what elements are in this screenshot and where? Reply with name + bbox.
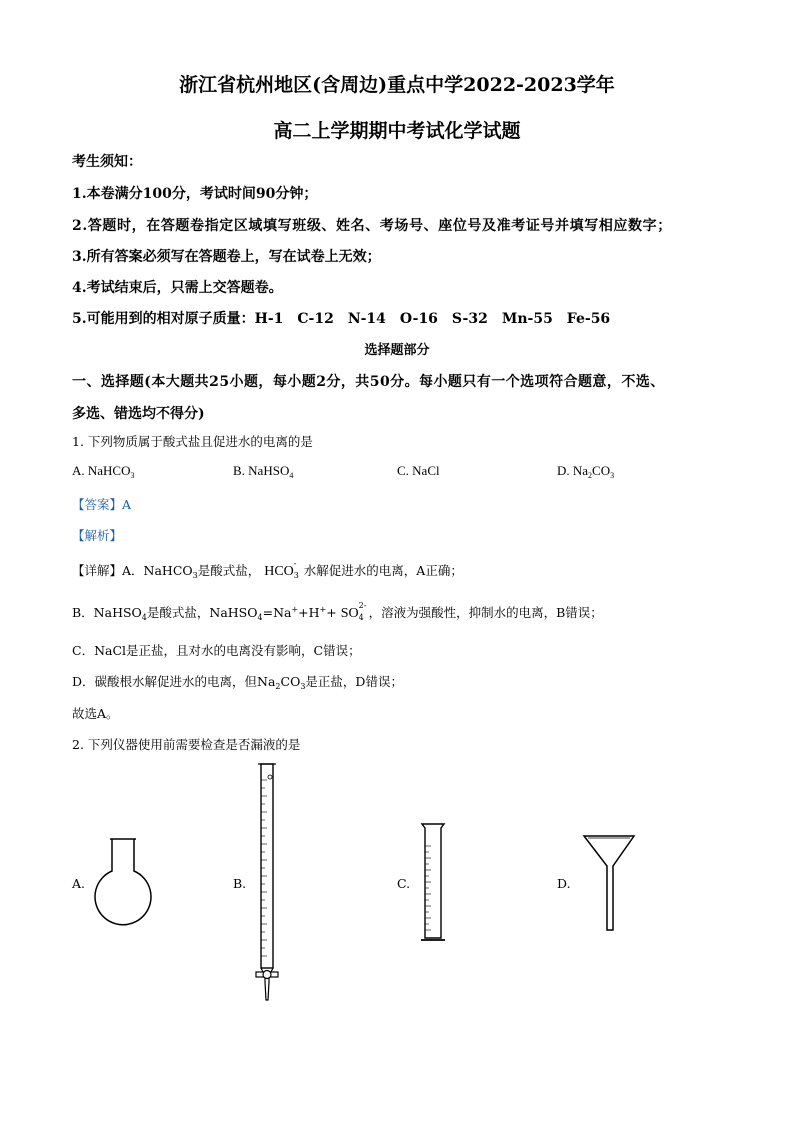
q1-option-a: A. NaHCO$_3$ [72, 463, 135, 480]
title-line-1: 浙江省杭州地区(含周边)重点中学2022-2023学年 [179, 74, 615, 96]
notice-item-1: 1.本卷满分100分，考试时间90分钟； [72, 186, 318, 202]
q1-detail-d: D．碳酸根水解促进水的电离，但$Na_2CO_3$是正盐，D错误； [72, 674, 403, 691]
q1-answer: 【答案】A [72, 497, 132, 512]
q1-conclusion: 故选A。 [72, 706, 119, 721]
q2-label-c: C. [397, 876, 411, 891]
q2-label-a: A. [72, 876, 86, 891]
flask-icon [88, 835, 158, 935]
notice-item-5: 5.可能用到的相对原子质量：H-1 C-12 N-14 O-16 S-32 Mn-55 Fe-56 [72, 311, 611, 327]
title-line-2: 高二上学期期中考试化学试题 [273, 120, 521, 142]
q1-analysis-label: 【解析】 [72, 528, 123, 543]
q1-option-b: B. NaHSO$_4$ [233, 463, 294, 480]
q1-detail-b: B．NaHSO$_4$是酸式盐，NaHSO$_4$=Na++H++ SO 2- 4 ，溶液为强酸性，抑制水的电离，B错误； [72, 600, 603, 622]
q1-option-d: D. $Na_2CO_3$ [557, 463, 615, 480]
section-title: 选择题部分 [364, 343, 430, 358]
graduated-cylinder-icon [418, 822, 448, 944]
q2-label-d: D. [557, 876, 571, 891]
q1-stem: 1. 下列物质属于酸式盐且促进水的电离的是 [72, 434, 313, 449]
funnel-icon [582, 834, 638, 934]
part-title-line-1: 一、选择题(本大题共25小题，每小题2分，共50分。每小题只有一个选项符合题意，不选、 [72, 374, 665, 390]
notice-item-4: 4.考试结束后，只需上交答题卷。 [72, 280, 283, 296]
q1-detail-a: 【详解】A．NaHCO$_3$是酸式盐， HCO - 3 水解促进水的电离，A正确； [72, 558, 463, 580]
q1-option-c: C. NaCl [397, 463, 440, 478]
q2-label-b: B. [233, 876, 247, 891]
burette-icon [252, 760, 284, 1010]
q2-stem: 2. 下列仪器使用前需要检查是否漏液的是 [72, 737, 301, 752]
notice-item-2: 2.答题时，在答题卷指定区域填写班级、姓名、考场号、座位号及准考证号并填写相应数字； [72, 218, 672, 234]
q1-detail-c: C．NaCl是正盐，且对水的电离没有影响，C错误； [72, 643, 361, 658]
notice-item-3: 3.所有答案必须写在答题卷上，写在试卷上无效； [72, 249, 381, 265]
part-title-line-2: 多选、错选均不得分) [72, 406, 205, 422]
notice-heading: 考生须知： [72, 154, 142, 170]
